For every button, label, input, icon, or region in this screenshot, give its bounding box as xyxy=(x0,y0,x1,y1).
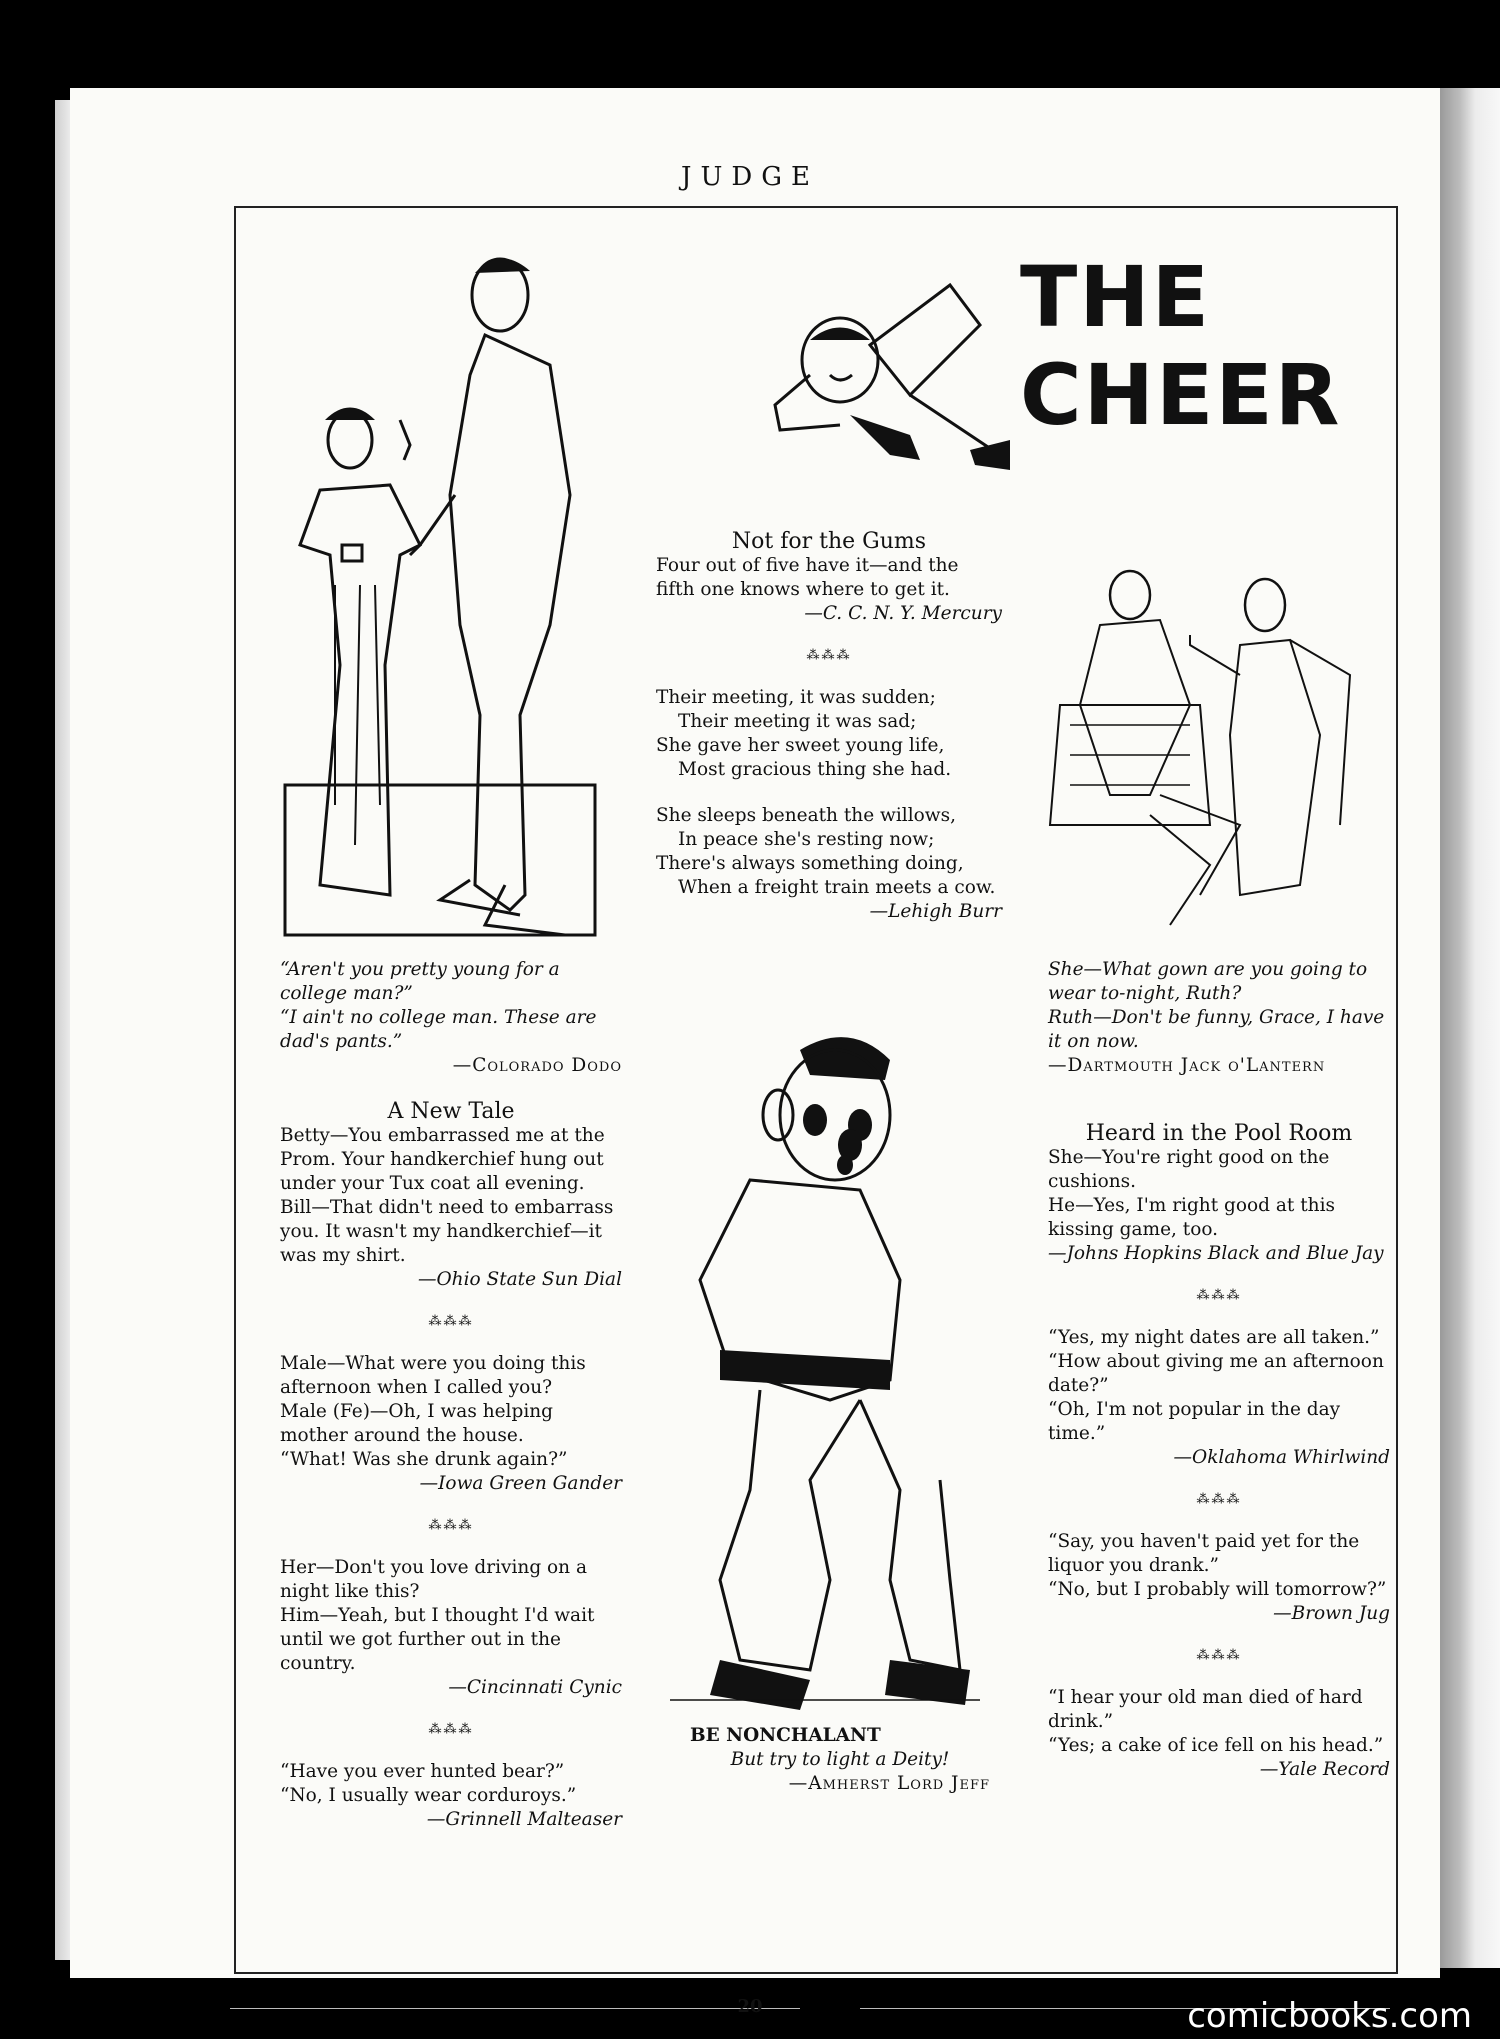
drink-p2: “Yes; a cake of ice fell on his head.” xyxy=(1048,1735,1384,1756)
new-tale-p1: Betty—You embarrassed me at the Prom. Your handkerchief hung out under your Tux coat all evening. xyxy=(280,1125,605,1194)
poem-line-1: Their meeting, it was sudden; xyxy=(656,687,936,708)
heading-not-for-gums: Not for the Gums xyxy=(731,529,927,554)
heading-pool-room: Heard in the Pool Room xyxy=(1085,1121,1353,1146)
pool-p1: She—You're right good on the cushions. xyxy=(1048,1147,1330,1192)
male-p2: Male (Fe)—Oh, I was helping mother around the house. xyxy=(280,1401,553,1446)
right-column xyxy=(1048,958,1390,1782)
heading-new-tale: A New Tale xyxy=(387,1099,515,1124)
male-p3: “What! Was she drunk again?” xyxy=(280,1449,568,1470)
watermark: comicbooks.com xyxy=(1187,1996,1472,2036)
dates-p2: “How about giving me an afternoon date?” xyxy=(1048,1351,1384,1396)
poem-line-5: She sleeps beneath the willows, xyxy=(656,805,956,826)
gown-p2: Ruth—Don't be funny, Grace, I have it on now. xyxy=(1048,1007,1385,1052)
dates-p1: “Yes, my night dates are all taken.” xyxy=(1048,1327,1380,1348)
poem-line-6: In peace she's resting now; xyxy=(678,829,935,850)
middle-column-top xyxy=(656,530,1002,924)
gums-p1: Four out of five have it—and the fifth one knows where to get it. xyxy=(656,555,959,600)
pool-p2: He—Yes, I'm right good at this kissing game, too. xyxy=(1048,1195,1335,1240)
poem-line-7: There's always something doing, xyxy=(656,853,964,874)
driving-p1: Her—Don't you love driving on a night like this? xyxy=(280,1557,588,1602)
new-tale-p2: Bill—That didn't need to embarrass you. It wasn't my handkerchief—it was my shirt. xyxy=(280,1197,614,1266)
gown-p1: She—What gown are you going to wear to-night, Ruth? xyxy=(1048,959,1368,1004)
illustration-cheerleader xyxy=(770,255,1020,485)
liquor-p1: “Say, you haven't paid yet for the liquor you drank.” xyxy=(1048,1531,1360,1576)
credit-dartmouth: —Dartmouth Jack o'Lantern xyxy=(1048,1055,1326,1076)
credit-amherst: —Amherst Lord Jeff xyxy=(788,1773,990,1794)
masthead: JUDGE xyxy=(681,162,819,192)
illustration-two-women xyxy=(1040,565,1380,945)
credit-cincinnati: —Cincinnati Cynic xyxy=(448,1677,622,1698)
cheer-title: THE CHEER xyxy=(1020,248,1342,444)
nonchalant-line: But try to light a Deity! xyxy=(730,1749,950,1770)
driving-p2: Him—Yeah, but I thought I'd wait until we got further out in the country. xyxy=(280,1605,595,1674)
credit-ccny: —C. C. N. Y. Mercury xyxy=(804,603,1002,624)
illustration-college-man xyxy=(280,245,620,945)
credit-oklahoma: —Oklahoma Whirlwind xyxy=(1173,1447,1390,1468)
stars-divider: ⁂⁂⁂ xyxy=(428,1722,474,1737)
credit-ohio-state: —Ohio State Sun Dial xyxy=(418,1269,622,1290)
heading-be-nonchalant: BE NONCHALANT xyxy=(690,1725,881,1746)
caption-college-man-q: “Aren't you pretty young for a college man?” xyxy=(280,959,560,1004)
credit-brown-jug: —Brown Jug xyxy=(1273,1603,1390,1624)
illustration-nonchalant-student xyxy=(660,1020,990,1720)
poem-line-4: Most gracious thing she had. xyxy=(678,759,952,780)
stars-divider: ⁂⁂⁂ xyxy=(1196,1492,1242,1507)
liquor-p2: “No, but I probably will tomorrow?” xyxy=(1048,1579,1387,1600)
poem-line-2: Their meeting it was sad; xyxy=(678,711,917,732)
stars-divider: ⁂⁂⁂ xyxy=(1196,1648,1242,1663)
credit-colorado-dodo: —Colorado Dodo xyxy=(452,1055,622,1076)
credit-grinnell: —Grinnell Malteaser xyxy=(426,1809,622,1830)
dates-p3: “Oh, I'm not popular in the day time.” xyxy=(1048,1399,1341,1444)
stars-divider: ⁂⁂⁂ xyxy=(806,648,852,663)
middle-column-bottom xyxy=(690,1724,990,1796)
caption-college-man-a: “I ain't no college man. These are dad's pants.” xyxy=(280,1007,597,1052)
drink-p1: “I hear your old man died of hard drink.” xyxy=(1048,1687,1363,1732)
credit-yale: —Yale Record xyxy=(1259,1759,1390,1780)
page-number: 20 xyxy=(737,1996,763,2017)
credit-iowa: —Iowa Green Gander xyxy=(419,1473,622,1494)
stars-divider: ⁂⁂⁂ xyxy=(428,1518,474,1533)
poem-line-8: When a freight train meets a cow. xyxy=(678,877,996,898)
bear-p1: “Have you ever hunted bear?” xyxy=(280,1761,565,1782)
male-p1: Male—What were you doing this afternoon when I called you? xyxy=(280,1353,586,1398)
credit-lehigh: —Lehigh Burr xyxy=(869,901,1002,922)
bear-p2: “No, I usually wear corduroys.” xyxy=(280,1785,577,1806)
stars-divider: ⁂⁂⁂ xyxy=(428,1314,474,1329)
poem-line-3: She gave her sweet young life, xyxy=(656,735,945,756)
left-column xyxy=(280,958,622,1832)
stars-divider: ⁂⁂⁂ xyxy=(1196,1288,1242,1303)
credit-johns-hopkins: —Johns Hopkins Black and Blue Jay xyxy=(1048,1243,1384,1264)
